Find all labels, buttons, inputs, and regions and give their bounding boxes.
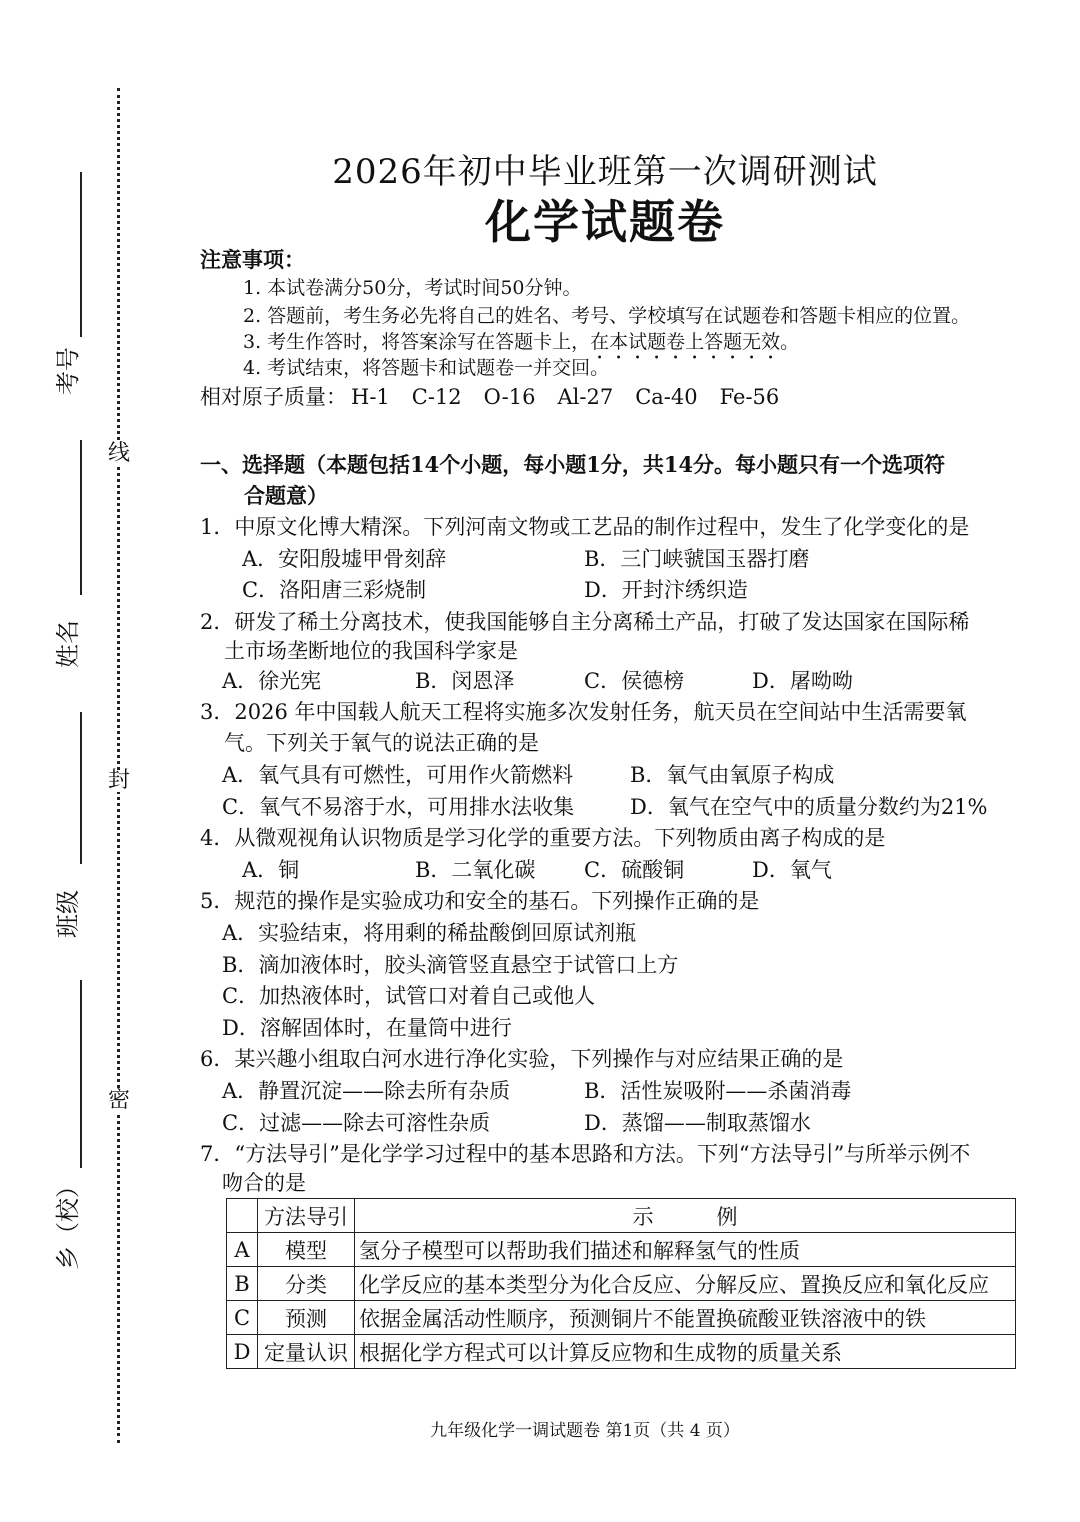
exam-subtitle: 2026年初中毕业班第一次调研测试 — [332, 152, 878, 192]
question-stem: 4．从微观视角认识物质是学习化学的重要方法。下列物质由离子构成的是 — [200, 826, 886, 850]
question-stem: 1．中原文化博大精深。下列河南文物或工艺品的制作过程中，发生了化学变化的是 — [200, 515, 970, 539]
atomic-mass-label: 相对原子质量： — [200, 385, 347, 409]
table-cell: 模型 — [258, 1233, 355, 1267]
table-cell: 化学反应的基本类型分为化合反应、分解反应、置换反应和氧化反应 — [355, 1267, 1016, 1301]
question-stem: 7．“方法导引”是化学学习过程中的基本思路和方法。下列“方法导引”与所举示例不 — [200, 1142, 971, 1166]
option: B．三门峡虢国玉器打磨 — [584, 547, 810, 571]
margin-label-name: 姓名 — [54, 620, 82, 668]
atomic-mass-value: Ca-40 — [635, 385, 698, 409]
table-header-cell: 方法导引 — [258, 1199, 355, 1233]
option: D．蒸馏——制取蒸馏水 — [584, 1111, 811, 1135]
option: C．氧气不易溶于水，可用排水法收集 — [222, 795, 575, 819]
question-stem-cont: 吻合的是 — [222, 1171, 306, 1195]
note-item-text: 3. 考生作答时，将答案涂写在答题卡上， — [243, 331, 591, 353]
notes-heading: 注意事项： — [200, 247, 305, 272]
option: D．氧气在空气中的质量分数约为21% — [630, 795, 988, 819]
atomic-mass-value: H-1 — [351, 385, 390, 409]
name-blank — [80, 440, 82, 595]
table-cell: C — [227, 1301, 258, 1335]
table-cell: 氢分子模型可以帮助我们描述和解释氢气的性质 — [355, 1233, 1016, 1267]
option: A．徐光宪 — [222, 669, 322, 693]
table-header-cell — [227, 1199, 258, 1233]
binding-dotted-line — [117, 88, 120, 1443]
option: B．活性炭吸附——杀菌消毒 — [584, 1079, 852, 1103]
option: A．实验结束，将用剩的稀盐酸倒回原试剂瓶 — [222, 921, 637, 945]
question-stem: 3．2026 年中国载人航天工程将实施多次发射任务，航天员在空间站中生活需要氧 — [200, 700, 967, 724]
table-row — [227, 1267, 1016, 1301]
table-cell: 根据化学方程式可以计算反应物和生成物的质量关系 — [355, 1335, 1016, 1369]
note-item: 2. 答题前，考生务必先将自己的姓名、考号、学校填写在试题卷和答题卡相应的位置。 — [243, 305, 971, 327]
atomic-mass-value: O-16 — [483, 385, 536, 409]
option: C．侯德榜 — [584, 669, 685, 693]
question-stem-cont: 土市场垄断地位的我国科学家是 — [224, 639, 518, 663]
table-cell: D — [227, 1335, 258, 1369]
binding-char-feng: 封 — [108, 768, 131, 793]
option: D．屠呦呦 — [752, 669, 853, 693]
note-item: 1. 本试卷满分50分，考试时间50分钟。 — [243, 277, 582, 299]
table-row — [227, 1335, 1016, 1369]
option: C．洛阳唐三彩烧制 — [242, 578, 427, 602]
table-cell: 定量认识 — [258, 1335, 355, 1369]
method-table — [226, 1198, 1016, 1369]
page-title: 化学试题卷 — [485, 195, 725, 249]
school-blank — [80, 980, 82, 1168]
margin-label-exam-number: 考号 — [54, 347, 82, 395]
table-row — [227, 1233, 1016, 1267]
option: C．硫酸铜 — [584, 858, 685, 882]
question-stem: 2．研发了稀土分离技术，使我国能够自主分离稀土产品，打破了发达国家在国际稀 — [200, 610, 970, 634]
question-stem-cont: 气。下列关于氧气的说法正确的是 — [224, 731, 539, 755]
option: B．闵恩泽 — [415, 669, 515, 693]
table-cell: 依据金属活动性顺序，预测铜片不能置换硫酸亚铁溶液中的铁 — [355, 1301, 1016, 1335]
option: D．开封汴绣织造 — [584, 578, 748, 602]
binding-char-mi: 密 — [108, 1088, 131, 1113]
option: C．过滤——除去可溶性杂质 — [222, 1111, 491, 1135]
table-header-row — [227, 1199, 1016, 1233]
section-heading-cont: 合题意） — [244, 483, 328, 508]
table-cell: A — [227, 1233, 258, 1267]
option: B．氧气由氧原子构成 — [630, 763, 835, 787]
class-blank — [80, 712, 82, 864]
atomic-mass-value: Fe-56 — [719, 385, 780, 409]
option: D．氧气 — [752, 858, 832, 882]
table-header-cell: 示 例 — [355, 1199, 1016, 1233]
page-footer: 九年级化学一调试题卷 第1页（共 4 页） — [430, 1421, 740, 1441]
note-item: 4. 考试结束，将答题卡和试题卷一并交回。 — [243, 357, 610, 379]
table-cell: B — [227, 1267, 258, 1301]
atomic-mass-line — [200, 383, 801, 411]
margin-label-school: 乡（校） — [54, 1174, 82, 1270]
table-cell: 分类 — [258, 1267, 355, 1301]
atomic-mass-value: Al-27 — [557, 385, 614, 409]
table-row — [227, 1301, 1016, 1335]
option: A．静置沉淀——除去所有杂质 — [222, 1079, 511, 1103]
option: B．二氧化碳 — [415, 858, 536, 882]
question-stem: 5．规范的操作是实验成功和安全的基石。下列操作正确的是 — [200, 889, 760, 913]
binding-char-xian: 线 — [108, 441, 131, 466]
atomic-mass-value: C-12 — [411, 385, 462, 409]
option: C．加热液体时，试管口对着自己或他人 — [222, 984, 596, 1008]
table-cell: 预测 — [258, 1301, 355, 1335]
question-stem: 6．某兴趣小组取白河水进行净化实验，下列操作与对应结果正确的是 — [200, 1047, 844, 1071]
option: A．氧气具有可燃性，可用作火箭燃料 — [222, 763, 574, 787]
section-heading: 一、选择题（本题包括14个小题，每小题1分，共14分。每小题只有一个选项符 — [200, 452, 946, 477]
option: A．铜 — [242, 858, 300, 882]
option: D．溶解固体时，在量筒中进行 — [222, 1016, 512, 1040]
option: B．滴加液体时，胶头滴管竖直悬空于试管口上方 — [222, 953, 679, 977]
option: A．安阳殷墟甲骨刻辞 — [242, 547, 447, 571]
note-item-emphasis: 在本试题卷上答题无效。 — [590, 331, 800, 353]
margin-label-class: 班级 — [54, 890, 82, 938]
